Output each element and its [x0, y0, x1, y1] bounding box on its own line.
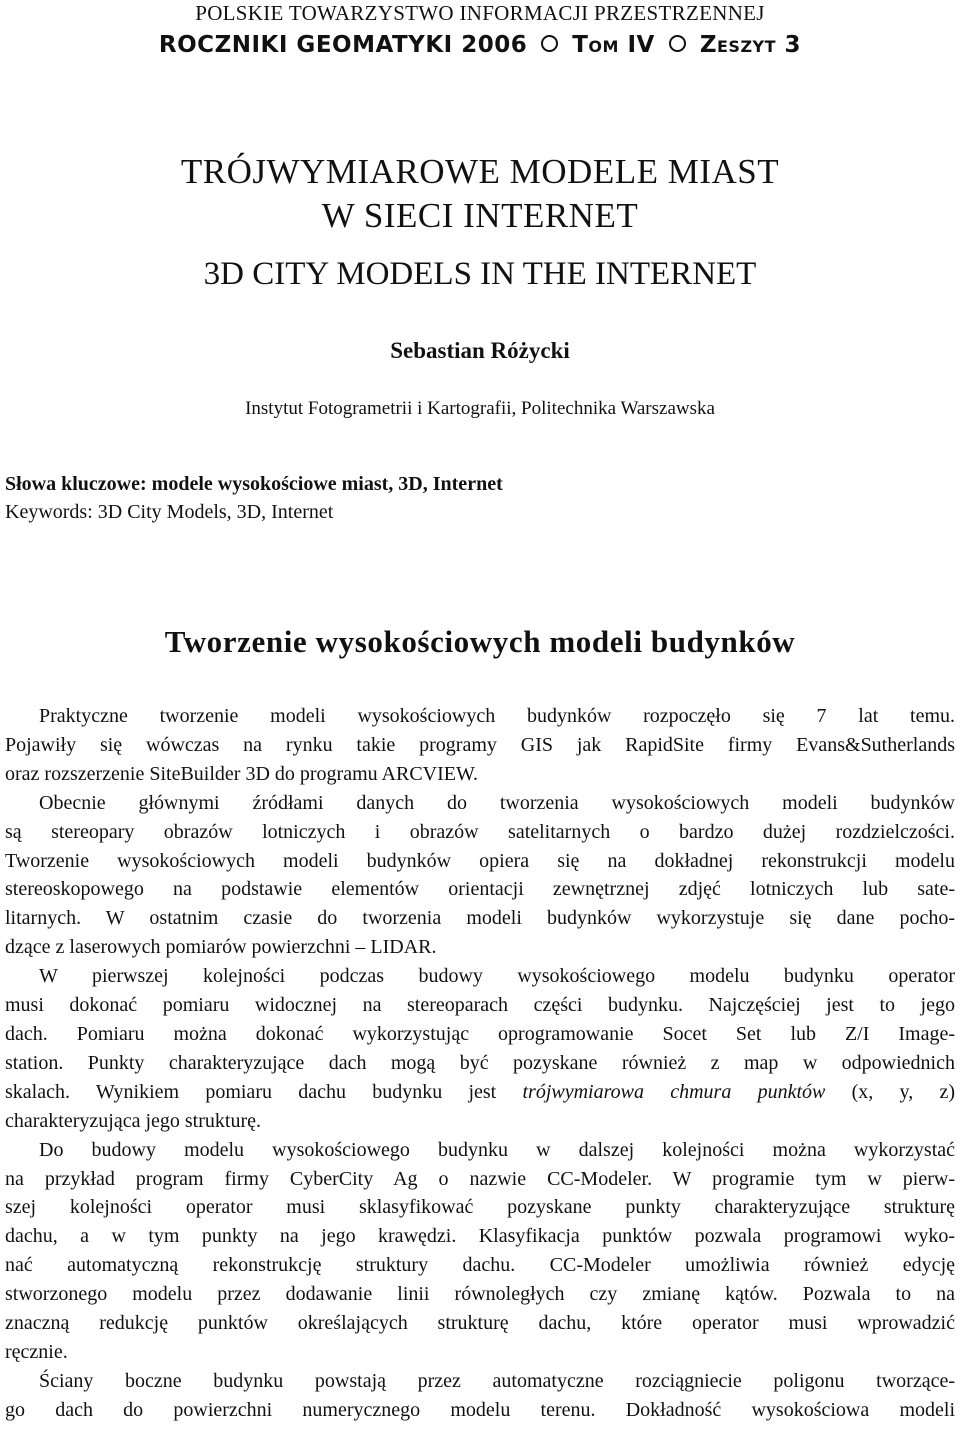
text-line: oraz rozszerzenie SiteBuilder 3D do programu ARCVIEW. — [5, 762, 479, 785]
text-line: Ściany boczne budynku powstają przez automatyczne rozciągniecie poligonu tworzące- — [39, 1369, 955, 1392]
text-line: dach. Pomiaru można dokonać wykorzystując oprogramowanie Socet Set lub Z/I Image- — [5, 1022, 955, 1045]
journal-name: ROCZNIKI GEOMATYKI 2006 — [158, 32, 528, 58]
text-line: nać automatyczną rekonstrukcję struktury dachu. CC-Modeler umożliwia również edycję — [5, 1254, 955, 1277]
text-line: Obecnie głównymi źródłami danych do tworzenia wysokościowych modeli budynków — [39, 791, 955, 814]
text-line: station. Punkty charakteryzujące dach mogą być pozyskane również z map w odpowiednich — [5, 1051, 955, 1074]
title-english: 3D CITY MODELS IN THE INTERNET — [203, 256, 757, 292]
text-line: W pierwszej kolejności podczas budowy wysokościowego modelu budynku operator — [39, 965, 955, 988]
text-line: ręcznie. — [5, 1340, 68, 1363]
text-line: Do budowy modelu wysokościowego budynku w dalszej kolejności można wykorzystać — [39, 1138, 955, 1161]
text-line: Praktyczne tworzenie modeli wysokościowych budynków rozpoczęło się 7 lat temu. — [39, 705, 955, 727]
title-polish-line1: TRÓJWYMIAROWE MODELE MIAST — [180, 152, 780, 191]
text-line: go dach do powierzchni numerycznego modelu terenu. Dokładność wysokościowa modeli — [5, 1398, 955, 1421]
text-line: na przykład program firmy CyberCity Ag o nazwie CC-Modeler. W programie tym w pierw- — [5, 1167, 955, 1190]
paragraph-2 — [5, 789, 955, 962]
text-line: Tworzenie wysokościowych modeli budynków opiera się na dokładnej rekonstrukcji modelu — [5, 849, 955, 872]
keywords-english: Keywords: 3D City Models, 3D, Internet — [5, 501, 334, 523]
paragraph-1 — [5, 702, 955, 789]
paragraph-4 — [5, 1136, 955, 1367]
bullet-icon — [669, 35, 686, 52]
section-heading: Tworzenie wysokościowych modeli budynków — [164, 624, 796, 659]
text-line: musi dokonać pomiaru widocznej na stereoparach części budynku. Najczęściej jest to jego — [5, 994, 955, 1017]
paragraph-3 — [5, 962, 955, 1135]
bullet-icon — [541, 35, 558, 52]
text-segment: skalach. Wynikiem pomiaru dachu budynku jest — [5, 1080, 497, 1103]
journal-issue: Zeszyt 3 — [699, 32, 802, 58]
title-polish-line2: W SIECI INTERNET — [321, 196, 639, 235]
journal-header — [0, 30, 960, 60]
text-line: stereoskopowego na podstawie elementów orientacji zewnętrznej zdjęć lotniczych lub sate- — [5, 878, 955, 901]
text-line: stworzonego modelu przez dodawanie linii równoległych czy zmianę kątów. Pozwala to na — [5, 1283, 955, 1306]
article-body — [5, 702, 955, 1425]
keywords-polish: Słowa kluczowe: modele wysokościowe miast, 3D, Internet — [5, 473, 503, 495]
text-line: są stereopary obrazów lotniczych i obrazów satelitarnych o bardzo dużej rozdzielczości. — [5, 820, 955, 843]
text-line: charakteryzująca jego strukturę. — [5, 1109, 261, 1132]
text-line: Pojawiły się wówczas na rynku takie programy GIS jak RapidSite firmy Evans&Sutherlands — [5, 733, 955, 756]
text-line — [5, 1078, 955, 1107]
society-name: POLSKIE TOWARZYSTWO INFORMACJI PRZESTRZENNEJ — [195, 1, 765, 25]
text-line: litarnych. W ostatnim czasie do tworzenia modeli budynków wykorzystuje się dane pocho- — [5, 907, 955, 930]
text-line: dzące z laserowych pomiarów powierzchni – LIDAR. — [5, 936, 437, 959]
text-line: szej kolejności operator musi sklasyfikować pozyskane punkty charakteryzujące strukturę — [5, 1196, 955, 1219]
journal-volume: Tom IV — [572, 32, 655, 58]
author-affiliation: Instytut Fotogrametrii i Kartografii, Politechnika Warszawska — [245, 398, 715, 419]
paragraph-5 — [5, 1367, 955, 1425]
text-segment: (x, y, z) — [851, 1080, 956, 1103]
author-name: Sebastian Różycki — [390, 338, 570, 363]
title-polish — [0, 150, 960, 238]
text-line: dachu, a w tym punkty na jego krawędzi. Klasyfikacja punktów pozwala programowi wyko- — [5, 1225, 955, 1248]
text-line: znaczną redukcję punktów określających strukturę dachu, które operator musi wprowadzić — [5, 1312, 955, 1335]
text-emphasis: trójwymiarowa chmura punktów — [522, 1080, 826, 1103]
